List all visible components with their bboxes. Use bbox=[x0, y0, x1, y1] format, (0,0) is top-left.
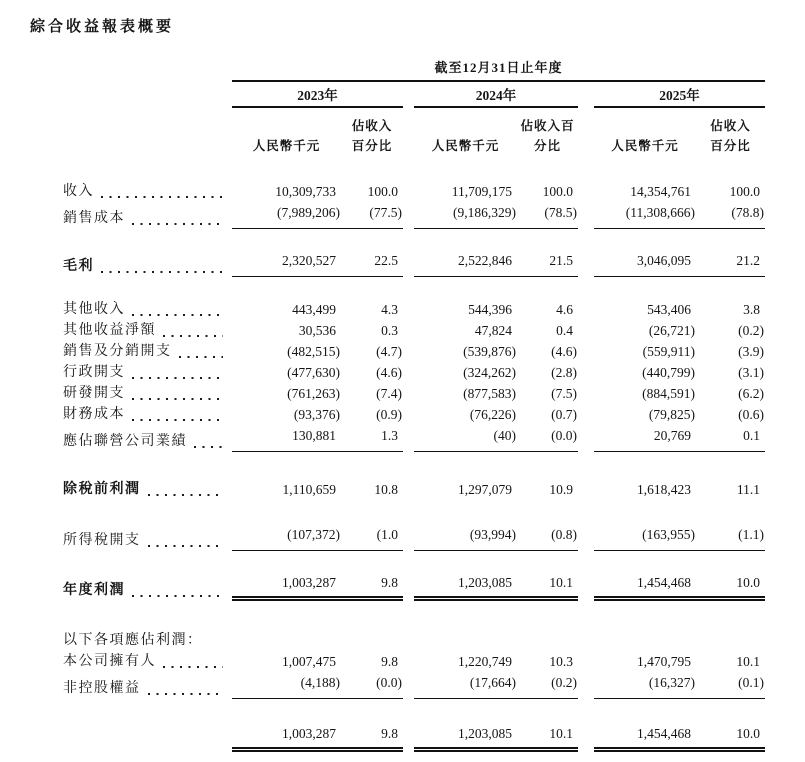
table-row bbox=[63, 524, 765, 551]
pct-header-2023: 佔收入 百分比 bbox=[351, 119, 393, 153]
table-row bbox=[63, 181, 765, 202]
table-row bbox=[63, 250, 765, 277]
amount-cell: (76,226) bbox=[469, 407, 516, 422]
row-label-text: 銷售及分銷開支 bbox=[63, 344, 172, 359]
amount-cell: 443,499 bbox=[292, 302, 336, 317]
percent-cell: (6.2) bbox=[738, 386, 764, 401]
amount-unit-header-2023: 人民幣千元 bbox=[252, 139, 321, 153]
percent-cell: (0.7) bbox=[551, 407, 577, 422]
row-label bbox=[63, 651, 232, 672]
amount-cell: (884,591) bbox=[642, 386, 695, 401]
row-label bbox=[63, 362, 232, 383]
column-subheader-row bbox=[63, 108, 765, 156]
dot-leader bbox=[194, 446, 223, 448]
percent-cell: 3.8 bbox=[743, 302, 760, 317]
percent-cell: 1.3 bbox=[341, 425, 403, 452]
table-row bbox=[63, 202, 765, 229]
amount-cell: (93,994) bbox=[414, 524, 517, 551]
percent-cell: 0.1 bbox=[696, 425, 765, 452]
percent-cell: (77.5) bbox=[341, 202, 403, 229]
amount-cell: 47,824 bbox=[474, 323, 512, 338]
percent-cell: 100.0 bbox=[542, 184, 573, 199]
amount-cell: (79,825) bbox=[648, 407, 695, 422]
percent-cell: 100.0 bbox=[367, 184, 398, 199]
percent-cell: (0.9) bbox=[376, 407, 402, 422]
percent-cell: 10.0 bbox=[696, 723, 765, 752]
row-label bbox=[63, 383, 232, 404]
amount-cell: 20,769 bbox=[594, 425, 696, 452]
amount-cell: (761,263) bbox=[287, 386, 340, 401]
row-label bbox=[63, 341, 232, 362]
amount-cell: (559,911) bbox=[642, 344, 695, 359]
dot-leader bbox=[148, 494, 224, 496]
amount-unit-header-2024: 人民幣千元 bbox=[431, 139, 500, 153]
amount-cell: (4,188) bbox=[232, 672, 341, 699]
row-label bbox=[63, 678, 232, 699]
percent-cell: 9.8 bbox=[341, 572, 403, 601]
percent-cell: (0.0) bbox=[341, 672, 403, 699]
amount-cell: 1,007,475 bbox=[282, 654, 336, 669]
dot-leader bbox=[163, 666, 223, 668]
amount-cell: 1,203,085 bbox=[414, 723, 517, 752]
row-label bbox=[63, 404, 232, 425]
percent-cell: 10.1 bbox=[517, 572, 578, 601]
table-row bbox=[63, 630, 765, 651]
percent-cell: (4.6) bbox=[376, 365, 402, 380]
amount-cell: 1,454,468 bbox=[594, 723, 696, 752]
table-row bbox=[63, 341, 765, 362]
percent-cell: (4.6) bbox=[551, 344, 577, 359]
percent-cell: (1.1) bbox=[696, 524, 765, 551]
amount-cell: (11,308,666) bbox=[594, 202, 696, 229]
amount-cell: 1,003,287 bbox=[232, 572, 341, 601]
amount-cell: 544,396 bbox=[468, 302, 512, 317]
row-label-text: 其他收入 bbox=[63, 302, 125, 317]
dot-leader bbox=[163, 335, 223, 337]
amount-cell: (107,372) bbox=[232, 524, 341, 551]
percent-cell: 21.5 bbox=[517, 250, 578, 277]
amount-cell: (877,583) bbox=[463, 386, 516, 401]
percent-cell: (2.8) bbox=[551, 365, 577, 380]
row-label-text: 財務成本 bbox=[63, 407, 125, 422]
table-row bbox=[63, 383, 765, 404]
percent-cell: 0.4 bbox=[556, 323, 573, 338]
row-label-text: 應佔聯營公司業績 bbox=[63, 434, 187, 449]
row-label bbox=[63, 580, 232, 601]
percent-cell: (4.7) bbox=[376, 344, 402, 359]
row-label-text: 除稅前利潤 bbox=[63, 482, 141, 497]
year-header-row bbox=[63, 82, 765, 108]
percent-cell: 4.6 bbox=[556, 302, 573, 317]
amount-cell: (17,664) bbox=[414, 672, 517, 699]
amount-cell: (16,327) bbox=[594, 672, 696, 699]
dot-leader bbox=[132, 314, 223, 316]
table-row bbox=[63, 362, 765, 383]
percent-cell: (1.0 bbox=[341, 524, 403, 551]
period-header-row bbox=[63, 59, 765, 82]
amount-cell: (93,376) bbox=[293, 407, 340, 422]
amount-cell: 11,709,175 bbox=[451, 184, 512, 199]
percent-cell: 4.3 bbox=[381, 302, 398, 317]
percent-cell: 22.5 bbox=[341, 250, 403, 277]
document-page bbox=[0, 15, 805, 762]
percent-cell: 10.9 bbox=[549, 482, 573, 497]
row-label-text: 其他收益淨額 bbox=[63, 323, 156, 338]
percent-cell: 9.8 bbox=[381, 654, 398, 669]
table-row bbox=[63, 299, 765, 320]
percent-cell: 10.1 bbox=[736, 654, 760, 669]
percent-cell: 10.8 bbox=[374, 482, 398, 497]
percent-cell: (0.1) bbox=[696, 672, 765, 699]
percent-cell: (0.6) bbox=[738, 407, 764, 422]
dot-leader bbox=[132, 398, 223, 400]
dot-leader bbox=[132, 377, 223, 379]
percent-cell: (0.2) bbox=[517, 672, 578, 699]
dot-leader bbox=[179, 356, 224, 358]
percent-cell: 100.0 bbox=[729, 184, 760, 199]
percent-cell: (0.0) bbox=[517, 425, 578, 452]
table-row bbox=[63, 425, 765, 452]
table-row bbox=[63, 723, 765, 752]
amount-cell: 543,406 bbox=[647, 302, 691, 317]
row-label-text: 毛利 bbox=[63, 259, 94, 274]
dot-leader bbox=[148, 693, 224, 695]
percent-cell: (7.4) bbox=[376, 386, 402, 401]
amount-cell: 1,203,085 bbox=[414, 572, 517, 601]
percent-cell: (7.5) bbox=[551, 386, 577, 401]
income-statement-table bbox=[63, 59, 765, 752]
amount-cell: (7,989,206) bbox=[232, 202, 341, 229]
percent-cell: 10.1 bbox=[517, 723, 578, 752]
amount-cell: 1,220,749 bbox=[458, 654, 512, 669]
row-label-text: 銷售成本 bbox=[63, 211, 125, 226]
amount-cell: 1,003,287 bbox=[232, 723, 341, 752]
amount-cell: 2,320,527 bbox=[232, 250, 341, 277]
row-label bbox=[63, 208, 232, 229]
percent-cell: 10.0 bbox=[696, 572, 765, 601]
amount-cell: (324,262) bbox=[463, 365, 516, 380]
row-label-text: 年度利潤 bbox=[63, 583, 125, 598]
dot-leader bbox=[101, 196, 223, 198]
row-label bbox=[63, 479, 232, 500]
percent-cell: (3.9) bbox=[738, 344, 764, 359]
amount-cell: (440,799) bbox=[642, 365, 695, 380]
row-label-text: 以下各項應佔利潤： bbox=[63, 633, 203, 648]
percent-cell: 0.3 bbox=[381, 323, 398, 338]
percent-cell: 11.1 bbox=[736, 482, 760, 497]
table-row bbox=[63, 651, 765, 672]
row-label-text: 研發開支 bbox=[63, 386, 125, 401]
amount-cell: (40) bbox=[414, 425, 517, 452]
period-header: 截至12月31日止年度 bbox=[232, 59, 765, 82]
table-row bbox=[63, 572, 765, 601]
amount-cell: 1,470,795 bbox=[637, 654, 691, 669]
percent-cell: 21.2 bbox=[696, 250, 765, 277]
dot-leader bbox=[132, 223, 223, 225]
pct-header-2024: 佔收入百 分比 bbox=[520, 119, 575, 153]
percent-cell: (0.2) bbox=[738, 323, 764, 338]
amount-cell: 3,046,095 bbox=[594, 250, 696, 277]
table-row bbox=[63, 404, 765, 425]
row-label-text: 非控股權益 bbox=[63, 681, 141, 696]
row-label bbox=[63, 630, 232, 651]
dot-leader bbox=[132, 595, 223, 597]
percent-cell: (78.5) bbox=[517, 202, 578, 229]
amount-cell: 130,881 bbox=[232, 425, 341, 452]
year-header-2025: 2025年 bbox=[594, 82, 765, 108]
amount-cell: 2,522,846 bbox=[414, 250, 517, 277]
year-header-2023: 2023年 bbox=[232, 82, 403, 108]
amount-cell: 14,354,761 bbox=[630, 184, 691, 199]
amount-cell: 1,110,659 bbox=[282, 482, 336, 497]
row-label-text: 行政開支 bbox=[63, 365, 125, 380]
row-label bbox=[63, 431, 232, 452]
table-body bbox=[63, 181, 765, 752]
row-label bbox=[63, 181, 232, 202]
row-label-text: 收入 bbox=[63, 184, 94, 199]
amount-cell: (539,876) bbox=[463, 344, 516, 359]
amount-cell: 30,536 bbox=[298, 323, 336, 338]
amount-cell: 1,454,468 bbox=[594, 572, 696, 601]
amount-cell: 1,618,423 bbox=[637, 482, 691, 497]
dot-leader bbox=[101, 271, 223, 273]
amount-cell: (482,515) bbox=[287, 344, 340, 359]
row-label bbox=[63, 299, 232, 320]
row-label-text: 本公司擁有人 bbox=[63, 654, 156, 669]
pct-header-2025: 佔收入 百分比 bbox=[710, 119, 751, 153]
percent-cell: (3.1) bbox=[738, 365, 764, 380]
table-row bbox=[63, 320, 765, 341]
amount-cell: (26,721) bbox=[648, 323, 695, 338]
percent-cell: 10.3 bbox=[549, 654, 573, 669]
page-title: 綜合收益報表概要 bbox=[30, 18, 175, 35]
percent-cell: (78.8) bbox=[696, 202, 765, 229]
amount-cell: (477,630) bbox=[287, 365, 340, 380]
amount-cell: 10,309,733 bbox=[275, 184, 336, 199]
dot-leader bbox=[132, 419, 223, 421]
row-label bbox=[63, 320, 232, 341]
year-header-2024: 2024年 bbox=[414, 82, 578, 108]
row-label bbox=[63, 256, 232, 277]
row-label bbox=[63, 530, 232, 551]
table-row bbox=[63, 479, 765, 500]
amount-unit-header-2025: 人民幣千元 bbox=[611, 139, 679, 153]
dot-leader bbox=[148, 545, 224, 547]
row-label-text: 所得稅開支 bbox=[63, 533, 141, 548]
amount-cell: 1,297,079 bbox=[458, 482, 512, 497]
percent-cell: 9.8 bbox=[341, 723, 403, 752]
amount-cell: (9,186,329) bbox=[414, 202, 517, 229]
amount-cell: (163,955) bbox=[594, 524, 696, 551]
table-row bbox=[63, 672, 765, 699]
percent-cell: (0.8) bbox=[517, 524, 578, 551]
